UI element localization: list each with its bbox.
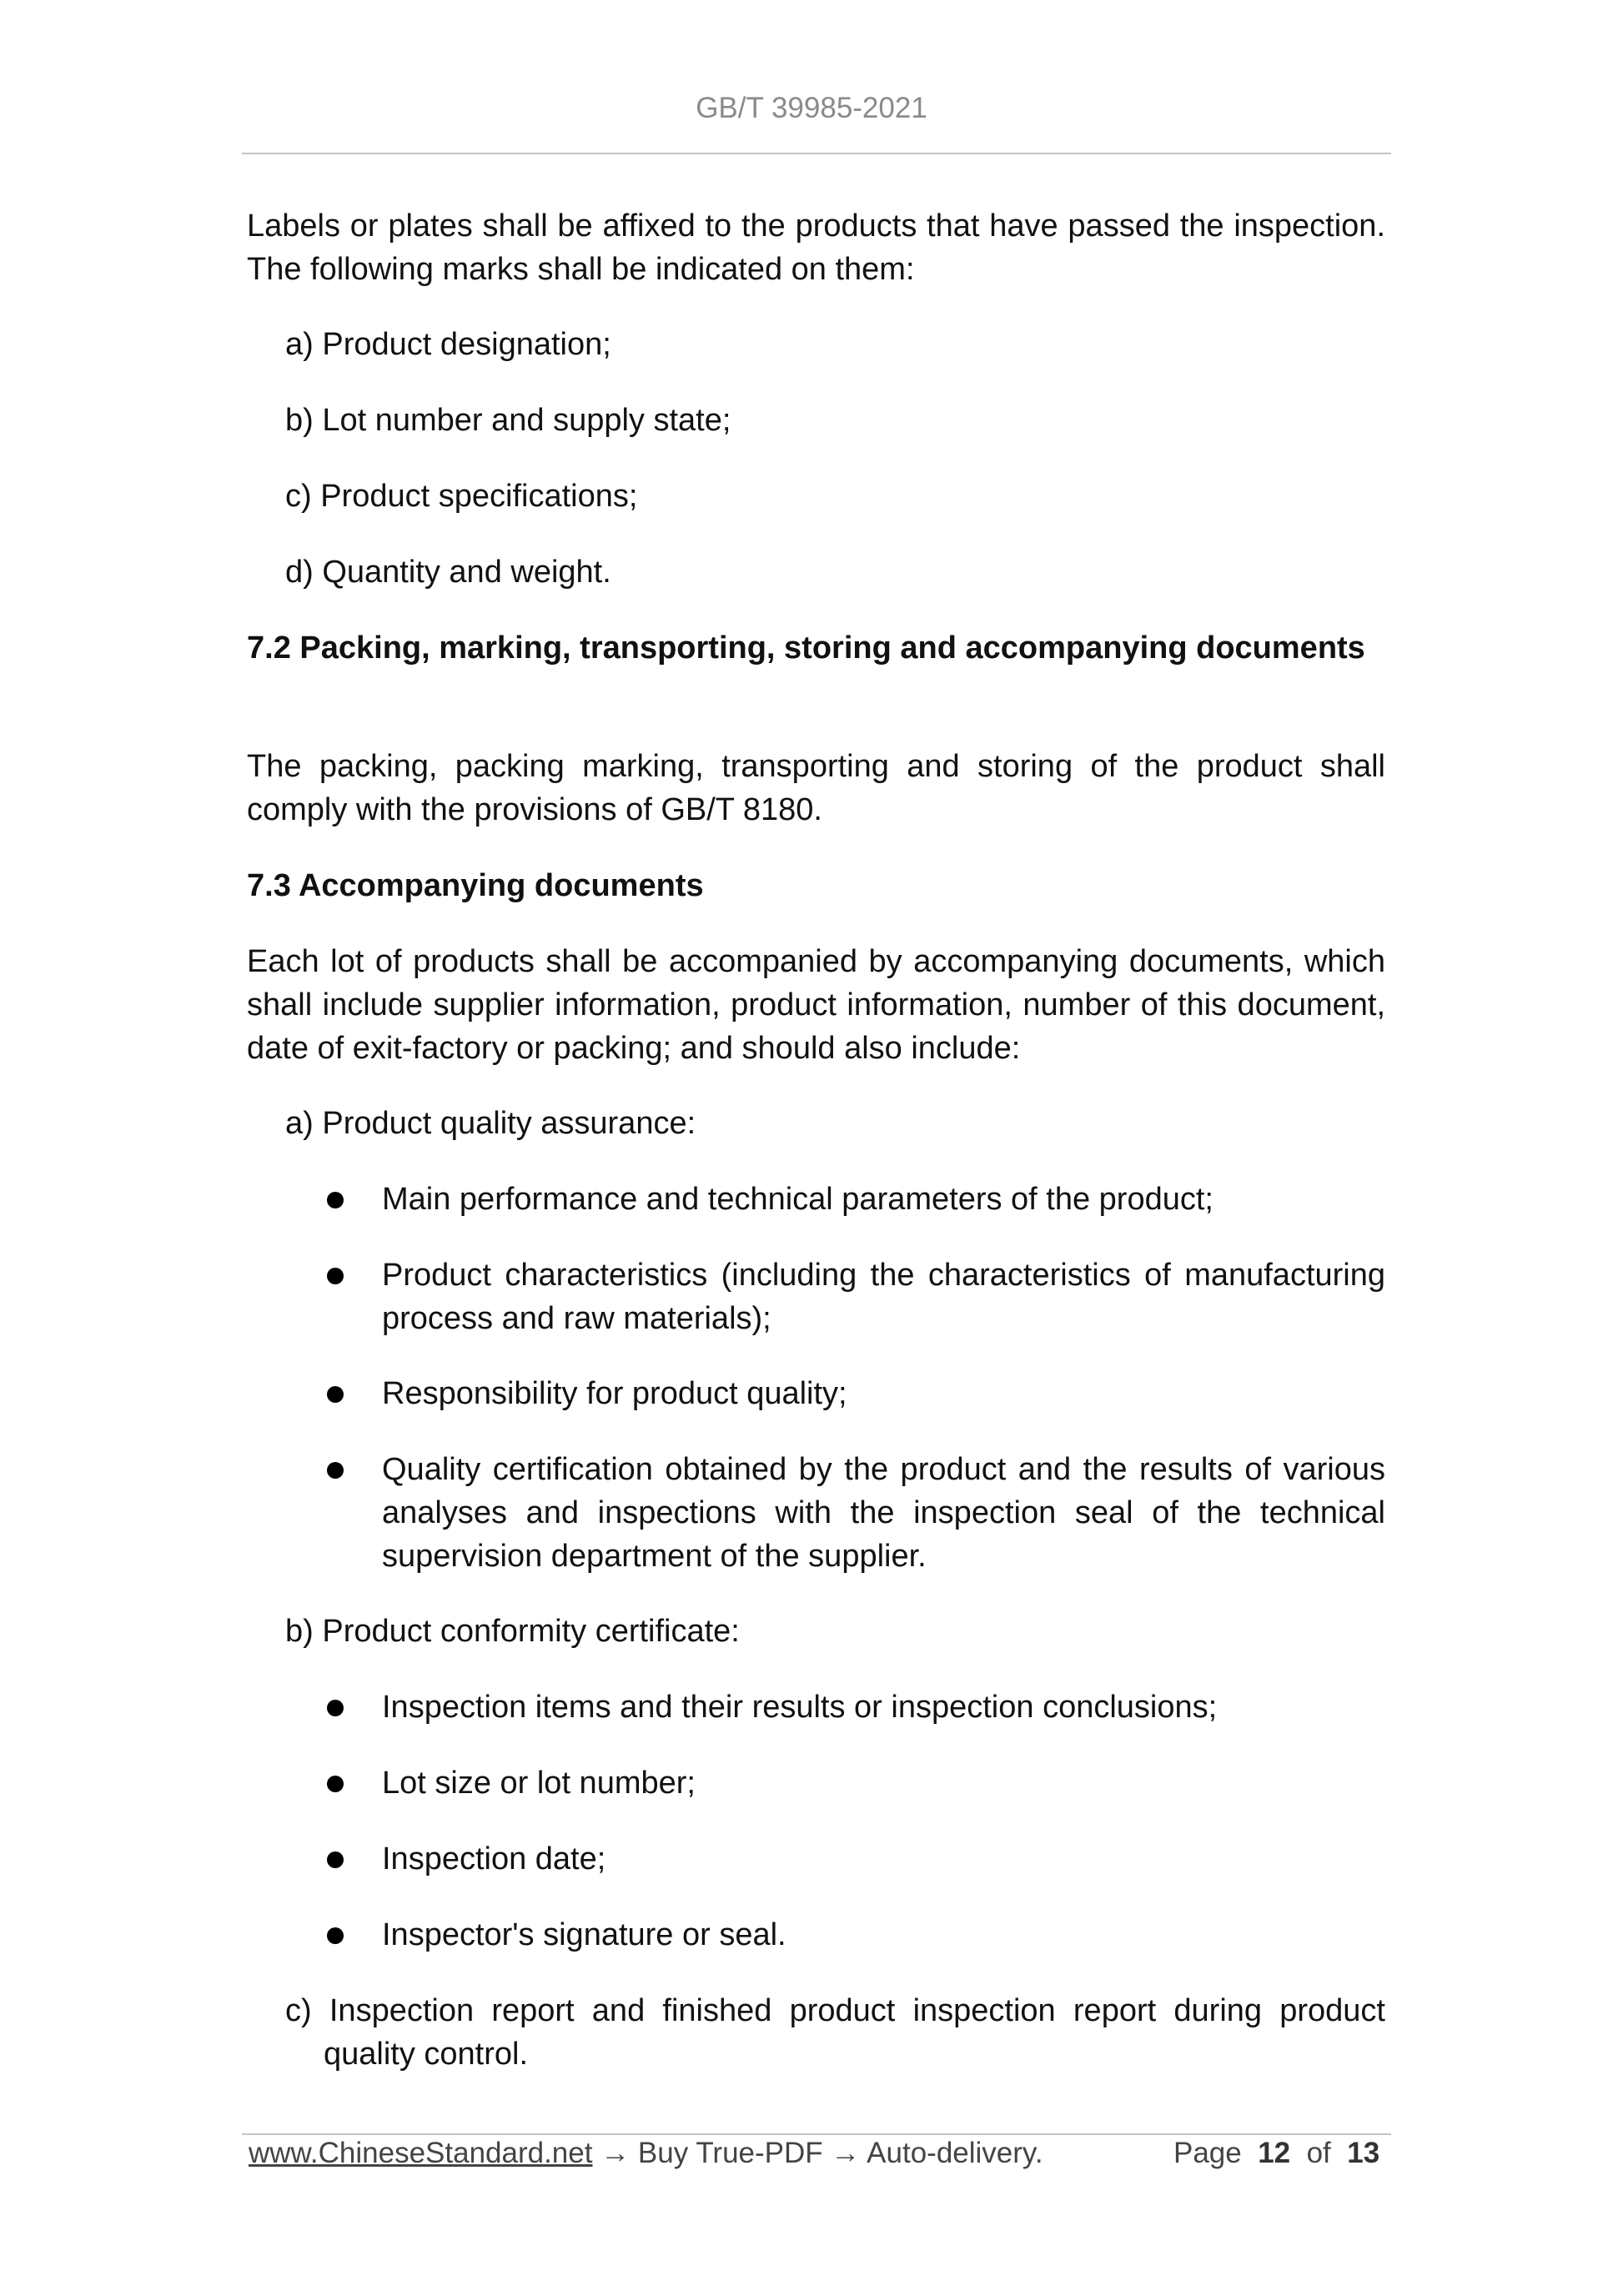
bullet-icon	[327, 1851, 344, 1868]
list-item	[327, 1178, 1385, 1221]
list-item-text: Responsibility for product quality;	[382, 1376, 847, 1411]
bullet-icon	[327, 1927, 344, 1944]
website-link[interactable]: www.ChineseStandard.net	[249, 2137, 593, 2169]
list-item-text: Product characteristics (including the characteristics of manufacturing process and raw materials);	[382, 1258, 1385, 1336]
bullet-icon	[327, 1192, 344, 1208]
inspection-report-item: c) Inspection report and finished product inspection report during product quality control.	[285, 1993, 1385, 2072]
list-item-text: Inspection date;	[382, 1841, 606, 1876]
page-number: 12	[1258, 2137, 1291, 2169]
footer-promo	[249, 2135, 1043, 2172]
page-indicator	[1173, 2135, 1379, 2172]
list-item-text: Inspector's signature or seal.	[382, 1917, 786, 1952]
bullet-icon	[327, 1700, 344, 1716]
page-label: Page	[1173, 2137, 1242, 2169]
bullet-icon	[327, 1268, 344, 1284]
list-item-text: Quality certification obtained by the product and the results of various analyses and inspections with the inspection seal of the technical supervision department of the supplier.	[382, 1452, 1385, 1574]
conformity-certificate-label: b) Product conformity certificate:	[285, 1614, 740, 1649]
page-total: 13	[1347, 2137, 1380, 2169]
list-item	[327, 1913, 1385, 1957]
quality-assurance-label: a) Product quality assurance:	[285, 1106, 696, 1141]
section-7-3-heading: 7.3 Accompanying documents	[247, 868, 704, 903]
bullet-icon	[327, 1386, 344, 1403]
list-item-text: Main performance and technical parameters of the product;	[382, 1182, 1213, 1217]
list-item	[327, 1372, 1385, 1415]
promo-text: → Buy True-PDF → Auto-delivery.	[600, 2137, 1043, 2169]
bullet-icon	[327, 1776, 344, 1792]
document-code-header: GB/T 39985-2021	[696, 92, 927, 124]
list-item-text: Inspection items and their results or inspection conclusions;	[382, 1690, 1218, 1725]
bullet-icon	[327, 1462, 344, 1479]
section-7-3-body: Each lot of products shall be accompanied by accompanying documents, which shall include supplier information, product information, number of this document, date of exit-factory or packing; and should also include:	[247, 944, 1385, 1066]
section-7-2-body: The packing, packing marking, transporting and storing of the product shall comply with the provisions of GB/T 8180.	[247, 749, 1385, 827]
mark-item-b: b) Lot number and supply state;	[285, 403, 731, 438]
mark-item-c: c) Product specifications;	[285, 479, 638, 514]
mark-item-d: d) Quantity and weight.	[285, 555, 611, 590]
intro-paragraph: Labels or plates shall be affixed to the products that have passed the inspection. The following marks shall be indicated on them:	[247, 208, 1385, 287]
list-item	[327, 1448, 1385, 1578]
list-item	[327, 1837, 1385, 1881]
list-item	[327, 1254, 1385, 1340]
header-divider	[242, 153, 1391, 154]
list-item	[327, 1761, 1385, 1805]
section-7-2-heading: 7.2 Packing, marking, transporting, storing and accompanying documents	[247, 631, 1365, 666]
list-item	[327, 1686, 1385, 1729]
of-label: of	[1306, 2137, 1331, 2169]
mark-item-a: a) Product designation;	[285, 327, 611, 362]
list-item-text: Lot size or lot number;	[382, 1766, 696, 1801]
